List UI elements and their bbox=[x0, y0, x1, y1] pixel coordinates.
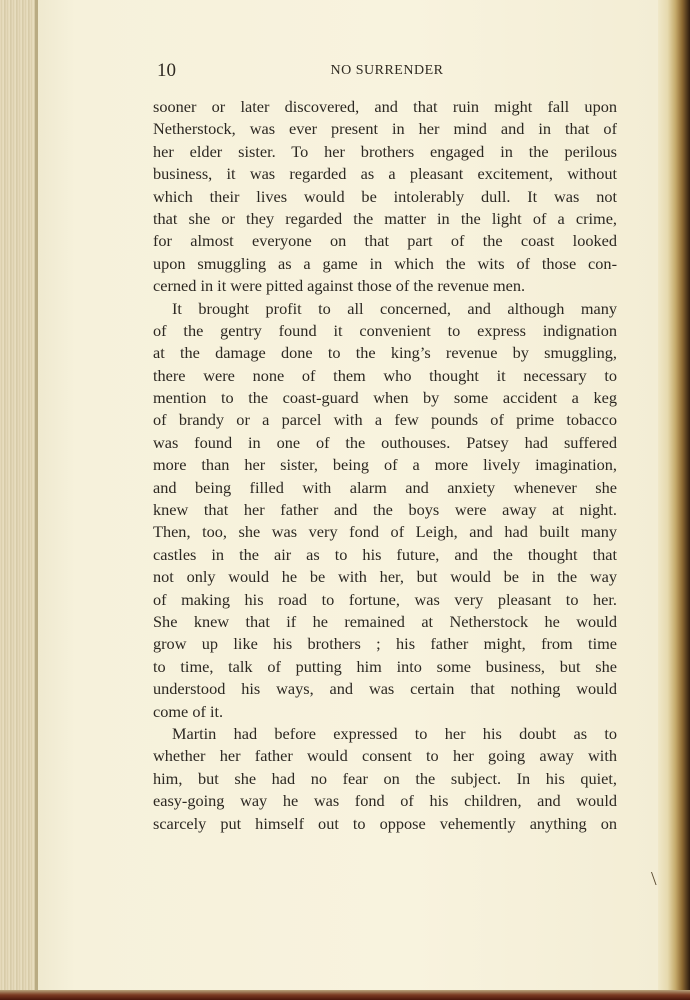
text-line: easy-going way he was fond of his children, and would bbox=[153, 791, 617, 811]
text-line: not only would he be with her, but would be in the way bbox=[153, 567, 617, 587]
page-number: 10 bbox=[157, 60, 176, 81]
text-line: sooner or later discovered, and that ruin might fall upon bbox=[153, 97, 617, 116]
text-line: was found in one of the outhouses. Patsey had suffered bbox=[153, 432, 617, 452]
text-line: more than her sister, being of a more lively imagination, bbox=[153, 455, 617, 475]
text-line: It brought profit to all concerned, and although many bbox=[172, 298, 617, 318]
text-line: castles in the air as to his future, and the thought that bbox=[153, 544, 617, 564]
book-bottom-edge bbox=[0, 990, 690, 1000]
book-page-edges-right bbox=[658, 0, 690, 1000]
body-text bbox=[153, 96, 617, 835]
text-line: upon smuggling as a game in which the wits of those con- bbox=[153, 253, 617, 273]
text-line: knew that her father and the boys were away at night. bbox=[153, 500, 617, 520]
text-line: for almost everyone on that part of the coast looked bbox=[153, 231, 617, 251]
text-line: cerned in it were pitted against those of the revenue men. bbox=[153, 276, 526, 296]
text-line: that she or they regarded the matter in the light of a crime, bbox=[153, 208, 617, 228]
book-page-edges-left bbox=[0, 0, 38, 1000]
text-line: mention to the coast-guard when by some accident a keg bbox=[153, 388, 617, 408]
text-line: of the gentry found it convenient to express indignation bbox=[153, 320, 617, 340]
text-line: business, it was regarded as a pleasant excitement, without bbox=[153, 164, 617, 184]
running-head bbox=[157, 60, 617, 88]
margin-mark-icon: \ bbox=[651, 868, 657, 890]
text-line: Martin had before expressed to her his doubt as to bbox=[172, 723, 617, 743]
text-line: Netherstock, was ever present in her mind and in that of bbox=[153, 119, 617, 139]
text-line: there were none of them who thought it necessary to bbox=[153, 365, 617, 385]
text-line: grow up like his brothers ; his father might, from time bbox=[153, 634, 617, 654]
text-line: which their lives would be intolerably dull. It was not bbox=[153, 186, 617, 206]
text-line: to time, talk of putting him into some business, but she bbox=[153, 656, 617, 676]
text-line: her elder sister. To her brothers engaged in the perilous bbox=[153, 141, 617, 161]
running-title: NO SURRENDER bbox=[330, 63, 444, 78]
text-line: and being filled with alarm and anxiety whenever she bbox=[153, 477, 617, 497]
text-line: scarcely put himself out to oppose vehemently anything on bbox=[153, 813, 617, 833]
text-line: him, but she had no fear on the subject. In his quiet, bbox=[153, 768, 617, 788]
text-line: Then, too, she was very fond of Leigh, and had built many bbox=[153, 522, 617, 542]
text-line: She knew that if he remained at Netherstock he would bbox=[153, 611, 617, 631]
text-line: of brandy or a parcel with a few pounds of prime tobacco bbox=[153, 410, 617, 430]
text-line: come of it. bbox=[153, 701, 224, 721]
text-line: of making his road to fortune, was very pleasant to her. bbox=[153, 589, 617, 609]
text-line: understood his ways, and was certain that nothing would bbox=[153, 679, 617, 699]
text-line: whether her father would consent to her going away with bbox=[153, 746, 617, 766]
text-line: at the damage done to the king’s revenue by smuggling, bbox=[153, 343, 617, 363]
